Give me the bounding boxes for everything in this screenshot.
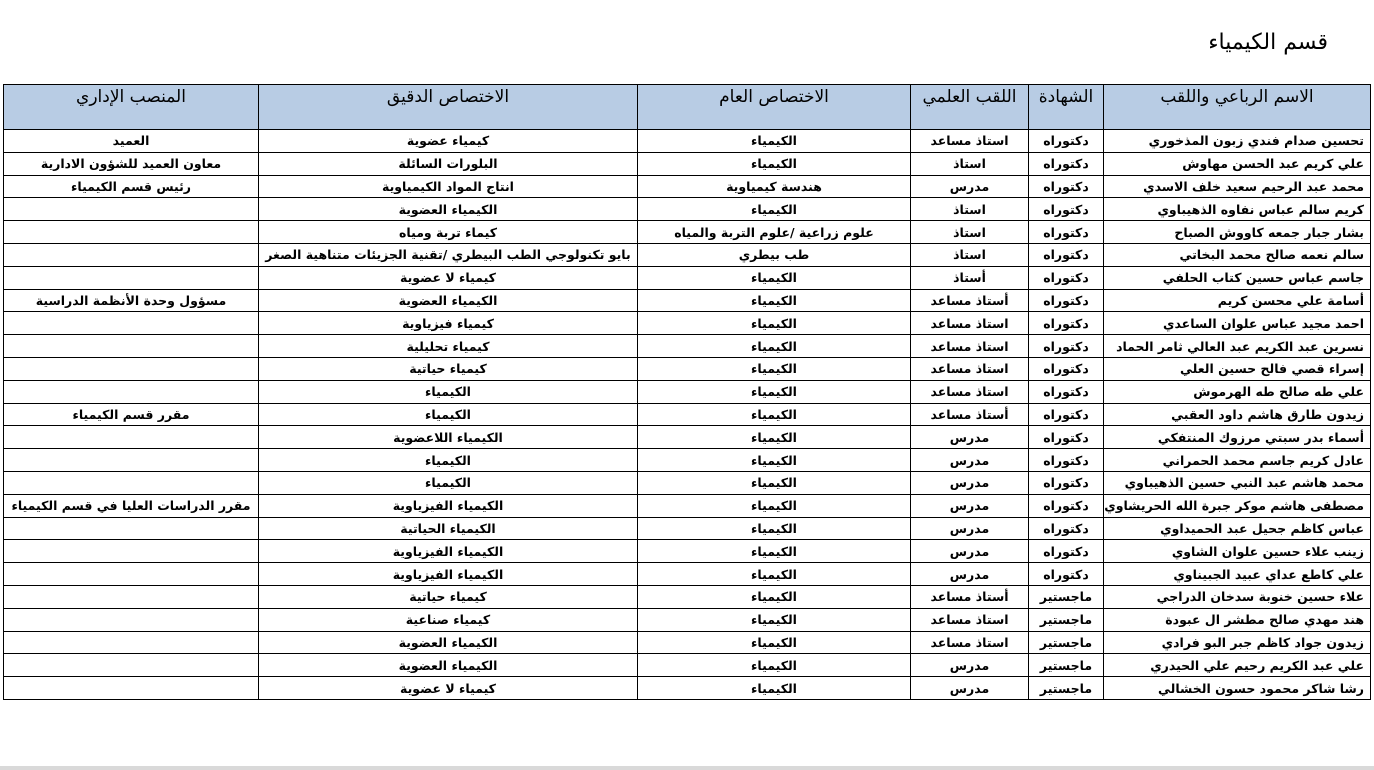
cell-title: مدرس (911, 540, 1029, 563)
cell-title: استاذ مساعد (911, 335, 1029, 358)
cell-name: علي كريم عبد الحسن مهاوش (1104, 152, 1371, 175)
cell-name: جاسم عباس حسين كتاب الحلفي (1104, 266, 1371, 289)
cell-admin-position: مسؤول وحدة الأنظمة الدراسية (4, 289, 259, 312)
cell-name: إسراء قصي فالح حسين العلي (1104, 357, 1371, 380)
cell-name: محمد هاشم عبد النبي حسين الذهيباوي (1104, 471, 1371, 494)
header-general-specialty: الاختصاص العام (638, 85, 911, 130)
cell-admin-position (4, 335, 259, 358)
cell-general-specialty: طب بيطري (638, 243, 911, 266)
page-title: قسم الكيمياء (1208, 30, 1328, 55)
cell-specific-specialty: كيمياء حياتية (259, 357, 638, 380)
table-row (4, 426, 1371, 449)
cell-name: عادل كريم جاسم محمد الحمراني (1104, 449, 1371, 472)
cell-degree: دكتوراه (1029, 494, 1104, 517)
cell-title: استاذ مساعد (911, 608, 1029, 631)
cell-general-specialty: الكيمياء (638, 677, 911, 700)
cell-specific-specialty: الكيمياء الفيزياوية (259, 540, 638, 563)
cell-general-specialty: الكيمياء (638, 585, 911, 608)
cell-name: هند مهدي صالح مطشر ال عبودة (1104, 608, 1371, 631)
cell-general-specialty: الكيمياء (638, 357, 911, 380)
cell-degree: دكتوراه (1029, 403, 1104, 426)
table-row (4, 198, 1371, 221)
cell-general-specialty: الكيمياء (638, 152, 911, 175)
cell-specific-specialty: الكيمياء العضوية (259, 198, 638, 221)
cell-general-specialty: الكيمياء (638, 608, 911, 631)
cell-title: مدرس (911, 471, 1029, 494)
table-row (4, 517, 1371, 540)
cell-title: مدرس (911, 494, 1029, 517)
table-row (4, 449, 1371, 472)
cell-name: أسماء بدر سبتي مرزوك المنتفكي (1104, 426, 1371, 449)
cell-admin-position (4, 608, 259, 631)
cell-title: مدرس (911, 563, 1029, 586)
cell-specific-specialty: انتاج المواد الكيمياوية (259, 175, 638, 198)
cell-general-specialty: الكيمياء (638, 289, 911, 312)
cell-title: مدرس (911, 426, 1029, 449)
cell-specific-specialty: كيمياء عضوية (259, 130, 638, 153)
table-row (4, 631, 1371, 654)
cell-name: علاء حسين خنوبة سدخان الدراجي (1104, 585, 1371, 608)
cell-general-specialty: الكيمياء (638, 198, 911, 221)
cell-name: أسامة علي محسن كريم (1104, 289, 1371, 312)
cell-general-specialty: الكيمياء (638, 449, 911, 472)
cell-title: استاذ مساعد (911, 312, 1029, 335)
table-row (4, 175, 1371, 198)
staff-table (3, 84, 1371, 700)
header-name: الاسم الرباعي واللقب (1104, 85, 1371, 130)
cell-admin-position (4, 540, 259, 563)
cell-general-specialty: علوم زراعية /علوم التربة والمياه (638, 221, 911, 244)
table-row (4, 243, 1371, 266)
cell-degree: ماجستير (1029, 585, 1104, 608)
cell-admin-position (4, 471, 259, 494)
table-row (4, 380, 1371, 403)
header-title: اللقب العلمي (911, 85, 1029, 130)
cell-specific-specialty: الكيمياء الحياتية (259, 517, 638, 540)
cell-name: عباس كاظم جحيل عبد الحميداوي (1104, 517, 1371, 540)
cell-title: استاذ مساعد (911, 130, 1029, 153)
cell-general-specialty: الكيمياء (638, 426, 911, 449)
cell-title: مدرس (911, 449, 1029, 472)
cell-name: محمد عبد الرحيم سعيد خلف الاسدي (1104, 175, 1371, 198)
cell-title: استاذ مساعد (911, 357, 1029, 380)
cell-name: علي عبد الكريم رحيم علي الحيدري (1104, 654, 1371, 677)
cell-degree: دكتوراه (1029, 152, 1104, 175)
cell-name: زيدون طارق هاشم داود العقبي (1104, 403, 1371, 426)
cell-specific-specialty: بايو تكنولوجي الطب البيطري /تقنية الجزيئات متناهية الصغر (259, 243, 638, 266)
cell-degree: ماجستير (1029, 631, 1104, 654)
cell-specific-specialty: الكيمياء اللاعضوية (259, 426, 638, 449)
cell-title: أستاذ مساعد (911, 289, 1029, 312)
cell-admin-position (4, 631, 259, 654)
cell-specific-specialty: الكيمياء العضوية (259, 654, 638, 677)
cell-title: أستاذ مساعد (911, 403, 1029, 426)
cell-degree: دكتوراه (1029, 266, 1104, 289)
cell-admin-position (4, 449, 259, 472)
cell-admin-position: رئيس قسم الكيمياء (4, 175, 259, 198)
cell-admin-position (4, 221, 259, 244)
cell-general-specialty: الكيمياء (638, 563, 911, 586)
cell-specific-specialty: كيمياء تحليلية (259, 335, 638, 358)
cell-title: أستاذ مساعد (911, 585, 1029, 608)
cell-admin-position (4, 380, 259, 403)
cell-degree: دكتوراه (1029, 335, 1104, 358)
cell-specific-specialty: الكيمياء (259, 380, 638, 403)
table-row (4, 266, 1371, 289)
cell-name: زيدون جواد كاظم جبر البو فرادي (1104, 631, 1371, 654)
cell-general-specialty: الكيمياء (638, 380, 911, 403)
cell-name: تحسين صدام فندي زبون المذخوري (1104, 130, 1371, 153)
table-row (4, 540, 1371, 563)
cell-specific-specialty: كيمياء فيزياوية (259, 312, 638, 335)
cell-specific-specialty: الكيمياء (259, 449, 638, 472)
cell-title: مدرس (911, 677, 1029, 700)
cell-degree: دكتوراه (1029, 563, 1104, 586)
cell-name: بشار جبار جمعه كاووش الصباح (1104, 221, 1371, 244)
cell-admin-position (4, 677, 259, 700)
cell-general-specialty: الكيمياء (638, 654, 911, 677)
cell-name: رشا شاكر محمود حسون الخشالي (1104, 677, 1371, 700)
table-row (4, 494, 1371, 517)
cell-title: مدرس (911, 175, 1029, 198)
table-row (4, 289, 1371, 312)
cell-general-specialty: الكيمياء (638, 540, 911, 563)
cell-admin-position (4, 585, 259, 608)
cell-name: نسرين عبد الكريم عبد العالي ثامر الحماد (1104, 335, 1371, 358)
cell-admin-position (4, 563, 259, 586)
cell-degree: ماجستير (1029, 608, 1104, 631)
cell-specific-specialty: الكيمياء الفيزياوية (259, 563, 638, 586)
cell-general-specialty: الكيمياء (638, 494, 911, 517)
cell-admin-position: مقرر قسم الكيمياء (4, 403, 259, 426)
cell-degree: دكتوراه (1029, 289, 1104, 312)
cell-general-specialty: الكيمياء (638, 517, 911, 540)
cell-title: مدرس (911, 517, 1029, 540)
cell-name: مصطفى هاشم موكر جبرة الله الحريشاوي (1104, 494, 1371, 517)
cell-degree: ماجستير (1029, 654, 1104, 677)
cell-admin-position (4, 198, 259, 221)
cell-general-specialty: الكيمياء (638, 403, 911, 426)
cell-name: علي كاطع عداي عبيد الجبيناوي (1104, 563, 1371, 586)
cell-admin-position (4, 312, 259, 335)
cell-degree: دكتوراه (1029, 312, 1104, 335)
cell-general-specialty: هندسة كيمياوية (638, 175, 911, 198)
cell-degree: دكتوراه (1029, 198, 1104, 221)
cell-general-specialty: الكيمياء (638, 631, 911, 654)
cell-name: علي طه صالح طه الهرموش (1104, 380, 1371, 403)
table-row (4, 585, 1371, 608)
cell-degree: دكتوراه (1029, 471, 1104, 494)
table-row (4, 608, 1371, 631)
cell-general-specialty: الكيمياء (638, 130, 911, 153)
cell-title: مدرس (911, 654, 1029, 677)
cell-specific-specialty: الكيمياء الفيزياوية (259, 494, 638, 517)
cell-degree: دكتوراه (1029, 540, 1104, 563)
header-admin-position: المنصب الإداري (4, 85, 259, 130)
cell-specific-specialty: كيماء تربة ومياه (259, 221, 638, 244)
table-row (4, 677, 1371, 700)
cell-general-specialty: الكيمياء (638, 266, 911, 289)
cell-degree: ماجستير (1029, 677, 1104, 700)
cell-title: استاذ (911, 152, 1029, 175)
cell-title: استاذ مساعد (911, 631, 1029, 654)
cell-name: سالم نعمه صالح محمد البخاتي (1104, 243, 1371, 266)
cell-specific-specialty: كيمياء لا عضوية (259, 677, 638, 700)
cell-admin-position (4, 517, 259, 540)
cell-specific-specialty: الكيمياء العضوية (259, 289, 638, 312)
cell-specific-specialty: الكيمياء (259, 471, 638, 494)
cell-specific-specialty: البلورات السائلة (259, 152, 638, 175)
cell-title: استاذ (911, 221, 1029, 244)
cell-name: زينب علاء حسين علوان الشاوي (1104, 540, 1371, 563)
cell-title: استاذ (911, 198, 1029, 221)
cell-admin-position: مقرر الدراسات العليا في قسم الكيمياء (4, 494, 259, 517)
table-row (4, 563, 1371, 586)
cell-degree: دكتوراه (1029, 426, 1104, 449)
table-row (4, 403, 1371, 426)
cell-degree: دكتوراه (1029, 380, 1104, 403)
table-row (4, 654, 1371, 677)
cell-degree: دكتوراه (1029, 221, 1104, 244)
table-row (4, 335, 1371, 358)
table-body (4, 130, 1371, 700)
table-row (4, 357, 1371, 380)
cell-name: كريم سالم عباس نفاوه الذهيباوي (1104, 198, 1371, 221)
cell-admin-position: معاون العميد للشؤون الادارية (4, 152, 259, 175)
cell-admin-position (4, 243, 259, 266)
cell-specific-specialty: كيمياء لا عضوية (259, 266, 638, 289)
cell-admin-position: العميد (4, 130, 259, 153)
cell-specific-specialty: الكيمياء (259, 403, 638, 426)
cell-general-specialty: الكيمياء (638, 312, 911, 335)
header-degree: الشهادة (1029, 85, 1104, 130)
cell-admin-position (4, 266, 259, 289)
cell-degree: دكتوراه (1029, 130, 1104, 153)
table-header-row (4, 85, 1371, 130)
cell-title: استاذ مساعد (911, 380, 1029, 403)
cell-degree: دكتوراه (1029, 243, 1104, 266)
cell-specific-specialty: الكيمياء العضوية (259, 631, 638, 654)
cell-degree: دكتوراه (1029, 449, 1104, 472)
table-row (4, 312, 1371, 335)
table-row (4, 152, 1371, 175)
cell-degree: دكتوراه (1029, 175, 1104, 198)
table-row (4, 221, 1371, 244)
table-row (4, 130, 1371, 153)
cell-degree: دكتوراه (1029, 357, 1104, 380)
footer-divider (0, 766, 1374, 770)
table-row (4, 471, 1371, 494)
cell-title: أستاذ (911, 266, 1029, 289)
cell-name: احمد مجيد عباس علوان الساعدي (1104, 312, 1371, 335)
cell-admin-position (4, 426, 259, 449)
cell-general-specialty: الكيمياء (638, 335, 911, 358)
cell-title: استاذ (911, 243, 1029, 266)
cell-specific-specialty: كيمياء صناعية (259, 608, 638, 631)
cell-admin-position (4, 357, 259, 380)
cell-admin-position (4, 654, 259, 677)
cell-specific-specialty: كيمياء حياتية (259, 585, 638, 608)
header-specific-specialty: الاختصاص الدقيق (259, 85, 638, 130)
cell-general-specialty: الكيمياء (638, 471, 911, 494)
cell-degree: دكتوراه (1029, 517, 1104, 540)
